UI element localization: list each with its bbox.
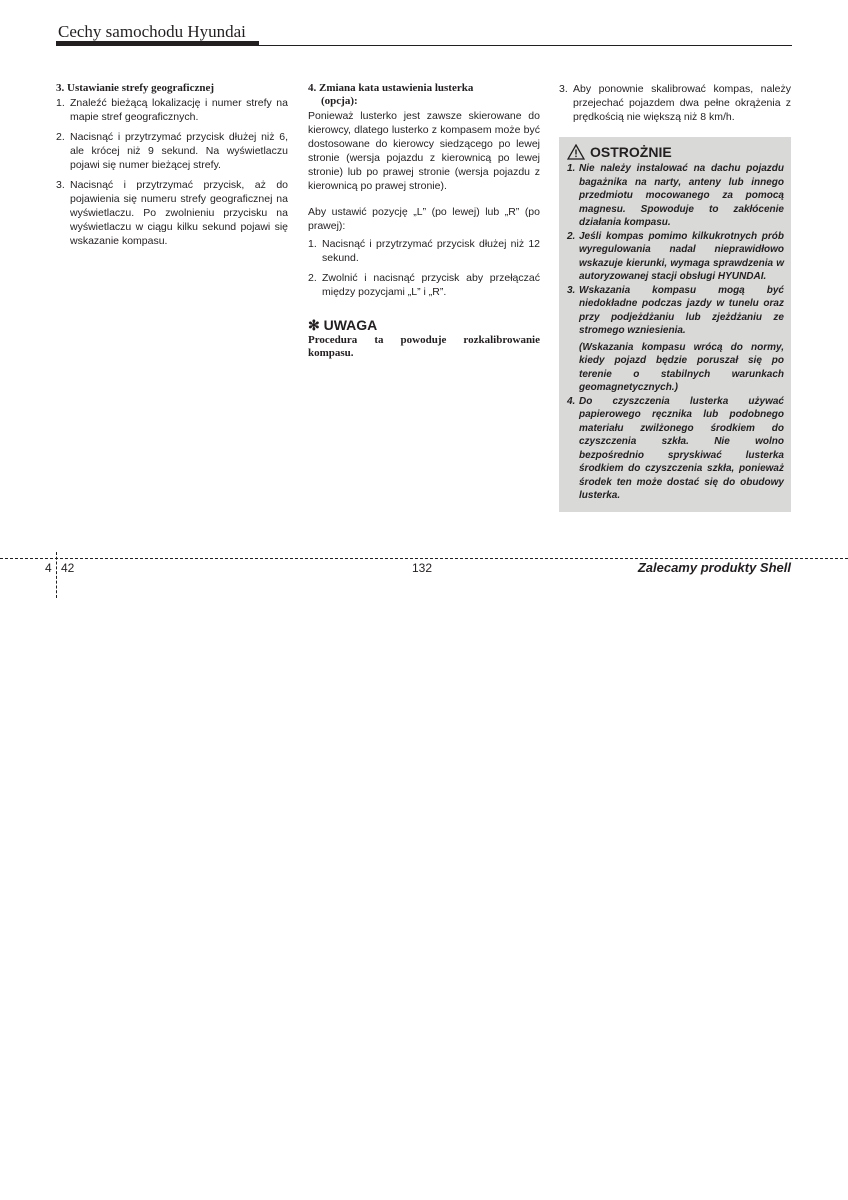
item-number: 2. [567,230,576,242]
list-item [567,284,784,395]
item-number: 3. [559,83,568,95]
item-extra-text: (Wskazania kompasu wrócą do normy, kiedy pojazd będzie poruszał się po terenie o stabilnych warunkach geomagnetycznych.) [579,341,784,393]
item-number: 1. [567,163,576,174]
section-heading [308,82,540,108]
steps-list [559,82,791,124]
list-item [56,130,288,172]
list-item [308,271,540,299]
item-text: Aby ponownie skalibrować kompas, należy przejechać pojazdem dwa pełne okrążenia z prędkością nie większą niż 8 km/h. [573,83,791,123]
chapter-page-number: 42 [61,561,75,575]
item-text: Zwolnić i nacisnąć przycisk aby przełączać między pozycjami „L” i „R”. [322,272,540,298]
item-number: 3. [56,179,65,191]
item-number: 1. [56,97,65,109]
item-number: 4. [567,395,576,407]
section-heading-line1: 4. Zmiana kata ustawienia lusterka [308,82,474,94]
caution-box [559,137,791,512]
warning-triangle-icon [567,144,585,160]
list-item [567,395,784,503]
note-title: ✻ UWAGA [308,317,378,333]
column-right [559,82,791,512]
list-item [56,178,288,248]
item-text: Znaleźć bieżącą lokalizację i numer strefy na mapie stref geograficznych. [70,97,288,123]
section-heading: 3. Ustawianie strefy geograficznej [56,82,215,94]
footer-slogan: Zalecamy produkty Shell [637,560,791,575]
page-number: 132 [412,561,433,575]
item-text: Do czyszczenia lusterka używać papierowego ręcznika lub podobnego materiału zwilżonego środkiem do czyszczenia szkła. Nie wolno bezpośrednio spryskiwać lusterka środkiem do czyszczenia szkła, ponieważ środek ten może dostać się do obudowy lusterka. [579,395,784,501]
item-text: Nacisnąć i przytrzymać przycisk dłużej niż 6, ale krócej niż 9 sekund. Na wyświetlaczu pojawi się numer bieżącej strefy. [70,131,288,171]
list-item [567,230,784,284]
intro-paragraph: Ponieważ lusterko jest zawsze skierowane do kierowcy, dlatego lusterko z kompasem może być dostosowane do kierowcy siedzącego po lewej stronie (wersja pojazdu z kierownicą po lewej stronie) lub po prawej stronie (wersja pojazdu z kierownicą po prawej stronie). [308,110,540,192]
item-number: 2. [308,272,317,284]
page-header-title: Cechy samochodu Hyundai [58,22,246,41]
caution-list [567,162,784,503]
caution-heading [567,144,784,160]
item-number: 1. [308,238,317,250]
item-text: Wskazania kompasu mogą być niedokładne podczas jazdy w tunelu oraz przy podjeżdżaniu lub zjeżdżaniu ze stromego wzniesienia. [579,284,784,336]
item-text: Jeśli kompas pomimo kilkukrotnych prób wyregulowania nadal nieprawidłowo wskazuje kierunki, wymaga sprawdzenia w autoryzowanej stacji obsługi HYUNDAI. [579,230,784,282]
footer-vertical-divider [56,552,57,598]
list-item [567,162,784,230]
column-middle [308,82,540,360]
lead-paragraph: Aby ustawić pozycję „L” (po lewej) lub „R” (po prawej): [308,206,540,232]
item-number: 3. [567,284,576,296]
list-item [559,82,791,124]
item-number: 2. [56,131,65,143]
header-rule [56,45,792,46]
note-body: Procedura ta powoduje rozkalibrowanie kompasu. [308,334,540,359]
section-heading-line2: (opcja): [321,95,358,107]
list-item [56,96,288,124]
steps-list [308,237,540,299]
item-text: Nie należy instalować na dachu pojazdu bagażnika na narty, anteny lub innego przedmiotu mocowanego za pomocą magnesu. Spowoduje to zakłócenie działania kompasu. [579,163,784,228]
item-text: Nacisnąć i przytrzymać przycisk dłużej niż 12 sekund. [322,238,540,264]
chapter-number: 4 [45,561,52,575]
list-item [308,237,540,265]
steps-list [56,96,288,248]
item-text: Nacisnąć i przytrzymać przycisk, aż do pojawienia się numeru strefy geograficznej na wyświetlaczu. Po zwolnieniu przycisku na wyświetlaczu w ciągu kilku sekund pojawi się wskazanie kompasu. [70,179,288,247]
column-left [56,82,288,254]
footer-divider [0,558,848,559]
caution-title: OSTROŻNIE [590,144,672,160]
